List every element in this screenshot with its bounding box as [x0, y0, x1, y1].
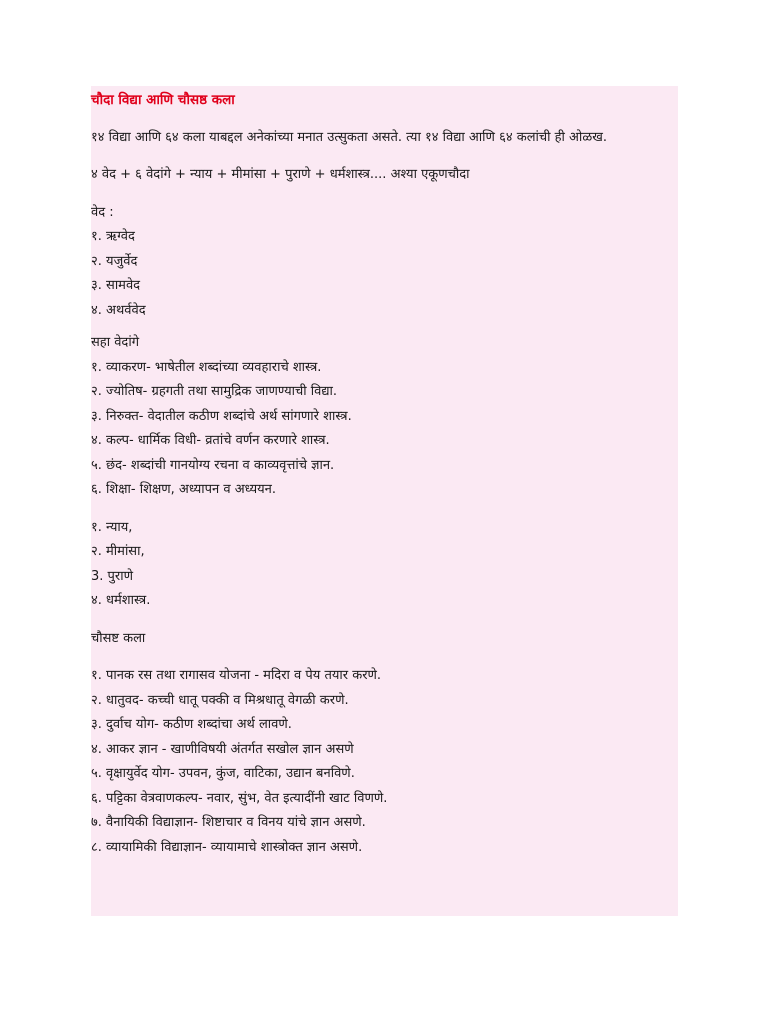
list-item: ६. पट्टिका वेत्रवाणकल्प- नवार, सुंभ, वेत इत्यादींनी खाट विणणे. — [91, 790, 388, 806]
list-item: १. पानक रस तथा रागासव योजना - मदिरा व पेय तयार करणे. — [91, 668, 382, 683]
list-item: ३. सामवेद — [91, 278, 141, 293]
kala-heading: चौसष्ट कला — [91, 630, 146, 646]
list-item: १. व्याकरण- भाषेतील शब्दांच्या व्यवहाराचे शास्त्र. — [91, 359, 322, 375]
list-item: १. न्याय, — [91, 519, 133, 535]
vedangas-heading: सहा वेदांगे — [91, 335, 140, 350]
article-title: चौदा विद्या आणि चौसष्ठ कला — [91, 92, 235, 108]
vedas-heading: वेद : — [91, 204, 114, 220]
list-item: २. यजुर्वेद — [91, 253, 138, 269]
list-item: ४. कल्प- धार्मिक विधी- व्रतांचे वर्णन करणारे शास्त्र. — [91, 433, 330, 448]
list-item: ४. धर्मशास्त्र. — [91, 593, 151, 608]
list-item: ४. आकर ज्ञान - खाणीविषयी अंतर्गत सखोल ज्ञान असणे — [91, 741, 354, 757]
list-item: २. ज्योतिष- ग्रहगती तथा सामुद्रिक जाणण्याची विद्या. — [91, 384, 338, 399]
list-item: ३. दुर्वाच योग- कठीण शब्दांचा अर्थ लावणे. — [91, 717, 292, 732]
formula-line: ४ वेद + ६ वेदांगे + न्याय + मीमांसा + पुराणे + धर्मशास्त्र.... अश्या एकूणचौदा — [91, 167, 470, 182]
list-item: 3. पुराणे — [91, 568, 134, 584]
list-item: १. ऋग्वेद — [91, 229, 135, 244]
intro-paragraph: १४ विद्या आणि ६४ कला याबद्दल अनेकांच्या मनात उत्सुकता असते. त्या १४ विद्या आणि ६४ कलांची ही ओळख. — [91, 129, 607, 145]
list-item: ३. निरुक्त- वेदातील कठीण शब्दांचे अर्थ सांगणारे शास्त्र. — [91, 408, 352, 424]
list-item: ५. वृक्षायुर्वेद योग- उपवन, कुंज, वाटिका, उद्यान बनविणे. — [91, 766, 355, 781]
list-item: ६. शिक्षा- शिक्षण, अध्यापन व अध्ययन. — [91, 482, 277, 497]
list-item: ४. अथर्ववेद — [91, 302, 146, 318]
list-item: २. मीमांसा, — [91, 544, 145, 559]
list-item: ५. छंद- शब्दांची गानयोग्य रचना व काव्यवृत्तांचे ज्ञान. — [91, 457, 335, 473]
article-body — [91, 88, 661, 860]
list-item: २. धातुवद- कच्ची धातू पक्की व मिश्रधातू वेगळी करणे. — [91, 692, 349, 708]
list-item: ८. व्यायामिकी विद्याज्ञान- व्यायामाचे शास्त्रोक्त ज्ञान असणे. — [91, 839, 363, 855]
list-item: ७. वैनायिकी विद्याज्ञान- शिष्टाचार व विनय यांचे ज्ञान असणे. — [91, 815, 366, 830]
